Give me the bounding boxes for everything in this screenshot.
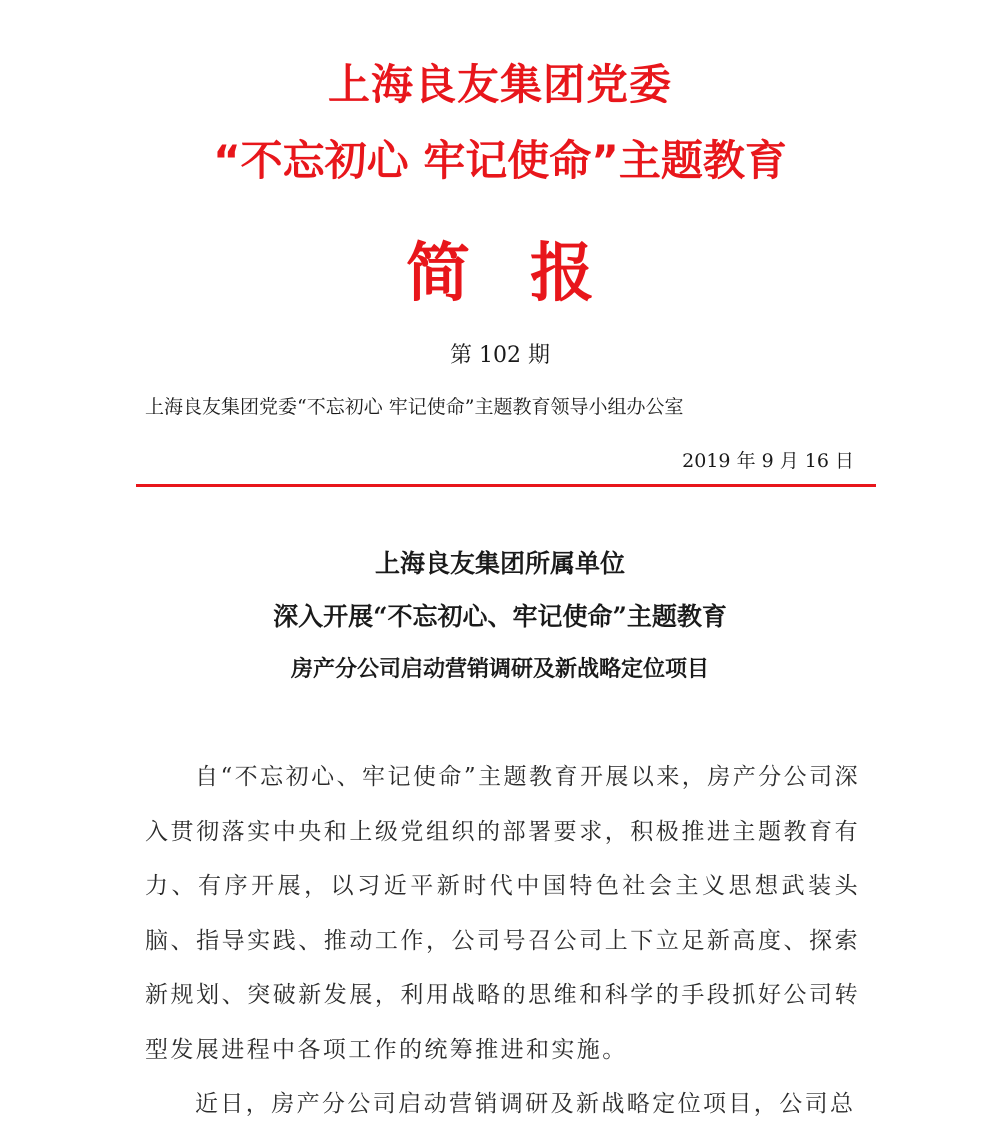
issue-date: 2019 年 9 月 16 日 bbox=[682, 450, 854, 472]
masthead-brief-title: 简报 bbox=[406, 236, 654, 311]
red-divider bbox=[136, 484, 876, 487]
article-subtitle: 房产分公司启动营销调研及新战略定位项目 bbox=[290, 656, 709, 682]
masthead-organization: 上海良友集团党委 bbox=[327, 60, 672, 109]
article-body bbox=[145, 750, 860, 1132]
article-paragraph: 近日，房产分公司启动营销调研及新战略定位项目，公司总 bbox=[195, 1091, 856, 1117]
article-title-line2: 深入开展“不忘初心、牢记使命”主题教育 bbox=[273, 602, 727, 631]
article-paragraph: 自“不忘初心、牢记使命”主题教育开展以来，房产分公司深入贯彻落实中央和上级党组织的部署要求，积极推进主题教育有力、有序开展，以习近平新时代中国特色社会主义思想武装头脑、指导实践、推动工作，公司号召公司上下立足新高度、探索新规划、突破新发展，利用战略的思维和科学的手段抓好公司转型发展进程中各项工作的统筹推进和实施。 bbox=[145, 764, 860, 1063]
issuer-office: 上海良友集团党委“不忘初心 牢记使命”主题教育领导小组办公室 bbox=[145, 396, 684, 418]
article-title-line1: 上海良友集团所属单位 bbox=[374, 549, 625, 578]
issue-number: 第 102 期 bbox=[450, 343, 550, 368]
masthead-campaign: “不忘初心 牢记使命”主题教育 bbox=[213, 136, 787, 185]
